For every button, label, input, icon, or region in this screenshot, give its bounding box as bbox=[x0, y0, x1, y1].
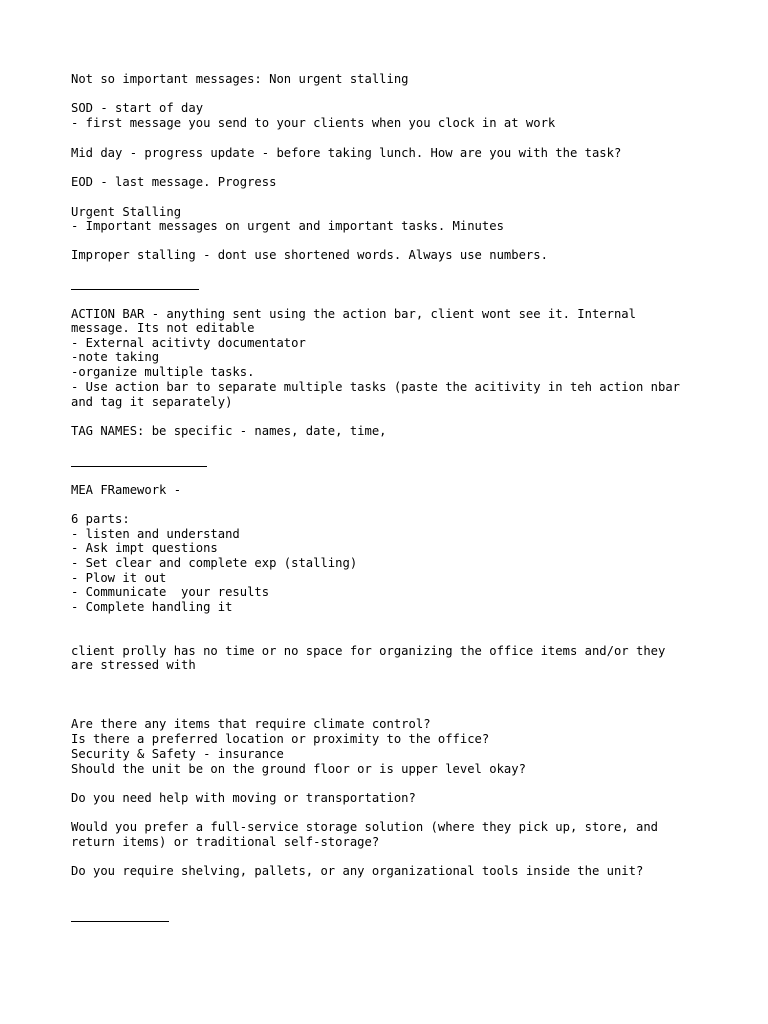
text-line: return items) or traditional self-storage? bbox=[71, 835, 380, 849]
text-line: Do you require shelving, pallets, or any organizational tools inside the unit? bbox=[71, 864, 644, 878]
text-line: client prolly has no time or no space for organizing the office items and/or they bbox=[71, 644, 666, 658]
text-line: - Complete handling it bbox=[71, 600, 233, 614]
separator-rule bbox=[71, 289, 199, 290]
text-line: Security & Safety - insurance bbox=[71, 747, 284, 761]
text-line: -note taking bbox=[71, 350, 160, 364]
text-line: Not so important messages: Non urgent stalling bbox=[71, 72, 409, 86]
text-line: - Ask impt questions bbox=[71, 541, 218, 555]
text-line: - Use action bar to separate multiple tasks (paste the acitivity in teh action nbar bbox=[71, 380, 681, 394]
text-line: -organize multiple tasks. bbox=[71, 365, 255, 379]
text-line: - first message you send to your clients when you clock in at work bbox=[71, 116, 556, 130]
text-line: Is there a preferred location or proximity to the office? bbox=[71, 732, 490, 746]
text-line: Should the unit be on the ground floor or is upper level okay? bbox=[71, 762, 526, 776]
text-line: TAG NAMES: be specific - names, date, time, bbox=[71, 424, 387, 438]
text-line: - Plow it out bbox=[71, 571, 167, 585]
text-line: SOD - start of day bbox=[71, 101, 204, 115]
text-line: - listen and understand bbox=[71, 527, 240, 541]
text-line: and tag it separately) bbox=[71, 395, 233, 409]
text-line: - External acitivty documentator bbox=[71, 336, 306, 350]
text-line: MEA FRamework - bbox=[71, 483, 182, 497]
text-line: 6 parts: bbox=[71, 512, 130, 526]
text-line: message. Its not editable bbox=[71, 321, 255, 335]
text-line: Are there any items that require climate control? bbox=[71, 717, 431, 731]
text-line: - Important messages on urgent and important tasks. Minutes bbox=[71, 219, 504, 233]
text-line: - Set clear and complete exp (stalling) bbox=[71, 556, 358, 570]
text-line: are stressed with bbox=[71, 658, 196, 672]
separator-rule bbox=[71, 466, 207, 467]
text-line: Mid day - progress update - before taking lunch. How are you with the task? bbox=[71, 146, 622, 160]
text-line: Would you prefer a full-service storage solution (where they pick up, store, and bbox=[71, 820, 658, 834]
text-line: Do you need help with moving or transportation? bbox=[71, 791, 416, 805]
text-line: ACTION BAR - anything sent using the action bar, client wont see it. Internal bbox=[71, 307, 636, 321]
text-line: Improper stalling - dont use shortened words. Always use numbers. bbox=[71, 248, 548, 262]
text-line: - Communicate your results bbox=[71, 585, 270, 599]
separator-rule bbox=[71, 921, 169, 922]
text-line: EOD - last message. Progress bbox=[71, 175, 277, 189]
text-line: Urgent Stalling bbox=[71, 205, 182, 219]
